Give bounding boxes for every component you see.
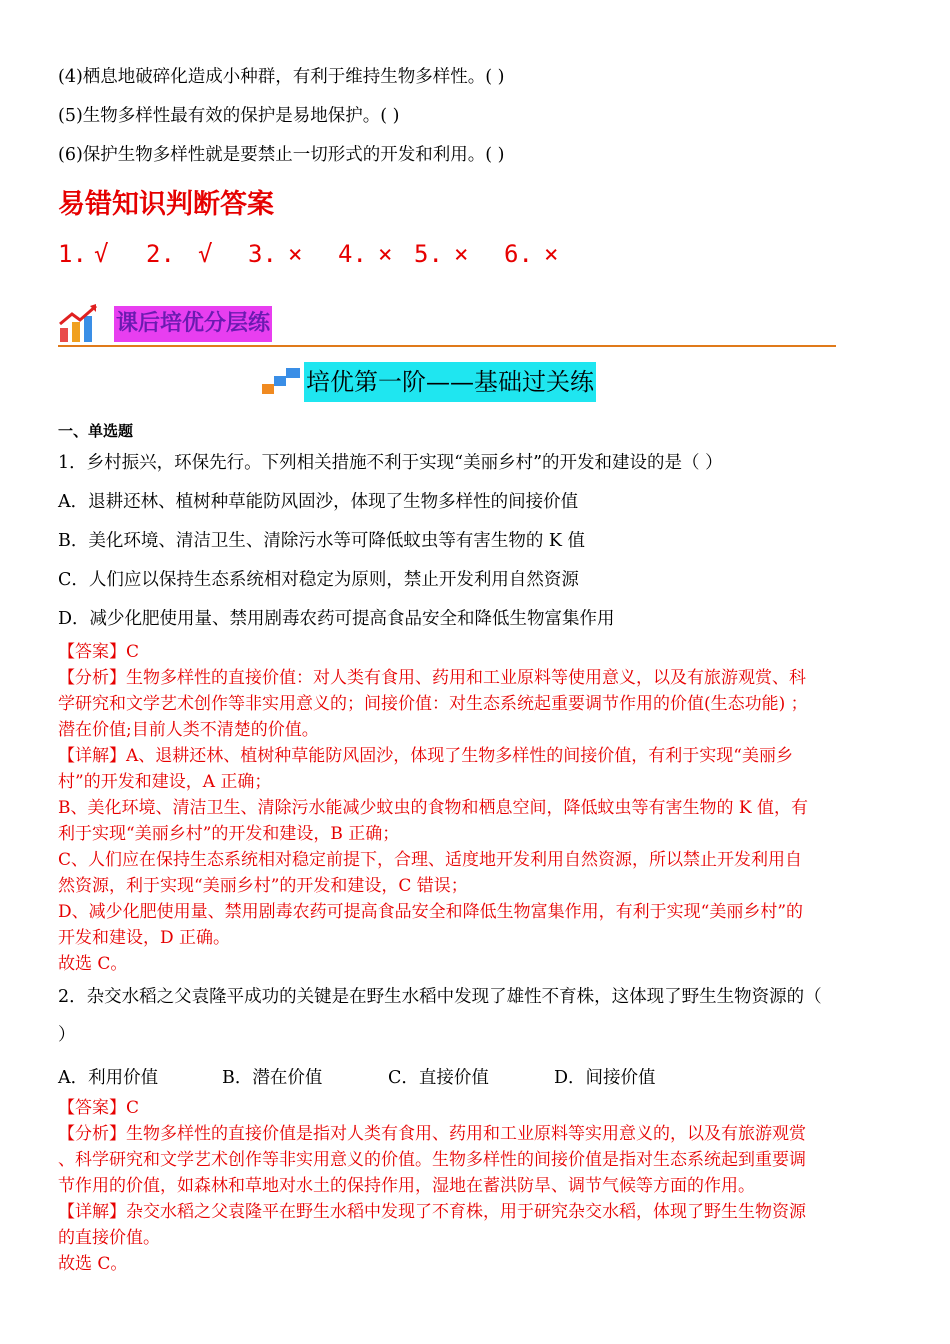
tf-question-4: (4)栖息地破碎化造成小种群，有利于维持生物多样性。( ) [58,67,505,87]
part-label: 一、单选题 [58,422,134,440]
q1-analysis-line: 学研究和文学艺术创作等非实用意义的；间接价值：对生态系统起重要调节作用的价值(生态功能) ； [58,694,808,714]
q1-option-b: B．美化环境、清洁卫生、清除污水等可降低蚊虫等有害生物的 K 值 [58,531,586,551]
q1-analysis-line: 【分析】生物多样性的直接价值：对人类有食用、药用和工业原料等使用意义，以及有旅游观赏、科 [58,668,806,688]
answer-num-5: 5. [414,240,443,268]
q2-analysis-line: 、科学研究和文学艺术创作等非实用意义的价值。生物多样性的间接价值是指对生态系统起到重要调 [58,1150,806,1170]
answer-mark-1: √ [94,240,109,268]
answer-mark-2: √ [198,240,213,268]
q2-detail-line: 【详解】杂交水稻之父袁隆平在野生水稻中发现了不育株，用于研究杂交水稻，体现了野生生物资源 [58,1202,806,1222]
q1-option-d: D．减少化肥使用量、禁用剧毒农药可提高食品安全和降低生物富集作用 [58,609,615,629]
q1-detail-line: 利于实现“美丽乡村”的开发和建设，B 正确； [58,824,400,844]
tf-question-5: (5)生物多样性最有效的保护是易地保护。( ) [58,106,400,126]
q2-detail-line: 的直接价值。 [58,1228,160,1248]
q2-detail-line: 故选 C。 [58,1254,128,1274]
q1-detail-line: 村”的开发和建设，A 正确； [58,772,272,792]
q2-option-d: D．间接价值 [554,1068,656,1088]
q2-stem: 2．杂交水稻之父袁隆平成功的关键是在野生水稻中发现了雄性不育株，这体现了野生生物资源的（ [58,987,822,1007]
section-divider [58,345,836,347]
answer-num-1: 1. [58,240,87,268]
q1-detail-line: 开发和建设，D 正确。 [58,928,231,948]
q2-option-b: B．潜在价值 [222,1068,323,1088]
q1-option-a: A．退耕还林、植树种草能防风固沙，体现了生物多样性的间接价值 [58,492,579,512]
answer-mark-6: × [544,240,559,268]
q1-detail-line: B、美化环境、清洁卫生、清除污水能减少蚊虫的食物和栖息空间，降低蚊虫等有害生物的 K 值，有 [58,798,808,818]
q2-option-c: C．直接价值 [388,1068,489,1088]
q1-stem: 1．乡村振兴，环保先行。下列相关措施不利于实现“美丽乡村”的开发和建设的是（ ） [58,453,723,473]
answer-mark-4: × [378,240,393,268]
q2-option-a: A．利用价值 [58,1068,159,1088]
q2-answer: 【答案】C [58,1098,140,1118]
q2-analysis-line: 节作用的价值，如森林和草地对水土的保持作用，湿地在蓄洪防旱、调节气候等方面的作用。 [58,1176,755,1196]
q1-detail-line: C、人们应在保持生态系统相对稳定前提下，合理、适度地开发利用自然资源，所以禁止开发利用自 [58,850,803,870]
answer-mark-5: × [454,240,469,268]
tf-answers-title: 易错知识判断答案 [58,189,274,220]
chart-growth-icon [58,302,100,344]
q1-detail-line: 【详解】A、退耕还林、植树种草能防风固沙，体现了生物多样性的间接价值，有利于实现“美丽乡 [58,746,793,766]
answer-num-2: 2. [146,240,175,268]
q1-answer: 【答案】C [58,642,140,662]
q1-detail-line: 故选 C。 [58,954,128,974]
tf-question-6: (6)保护生物多样性就是要禁止一切形式的开发和利用。( ) [58,145,505,165]
subsection-title: 培优第一阶——基础过关练 [304,362,596,402]
q1-option-c: C．人们应以保持生态系统相对稳定为原则，禁止开发利用自然资源 [58,570,579,590]
q1-analysis-line: 潜在价值;目前人类不清楚的价值。 [58,720,319,740]
q1-detail-line: 然资源，利于实现“美丽乡村”的开发和建设，C 错误； [58,876,468,896]
answer-num-4: 4. [338,240,367,268]
section-title: 课后培优分层练 [114,306,272,342]
stairs-icon [262,366,302,396]
answer-mark-3: × [288,240,303,268]
q2-stem-cont: ） [58,1025,76,1045]
q1-detail-line: D、减少化肥使用量、禁用剧毒农药可提高食品安全和降低生物富集作用，有利于实现“美丽乡村”的 [58,902,804,922]
section-header [58,300,836,348]
answer-num-6: 6. [504,240,533,268]
answer-num-3: 3. [248,240,277,268]
q2-analysis-line: 【分析】生物多样性的直接价值是指对人类有食用、药用和工业原料等实用意义的，以及有旅游观赏 [58,1124,806,1144]
